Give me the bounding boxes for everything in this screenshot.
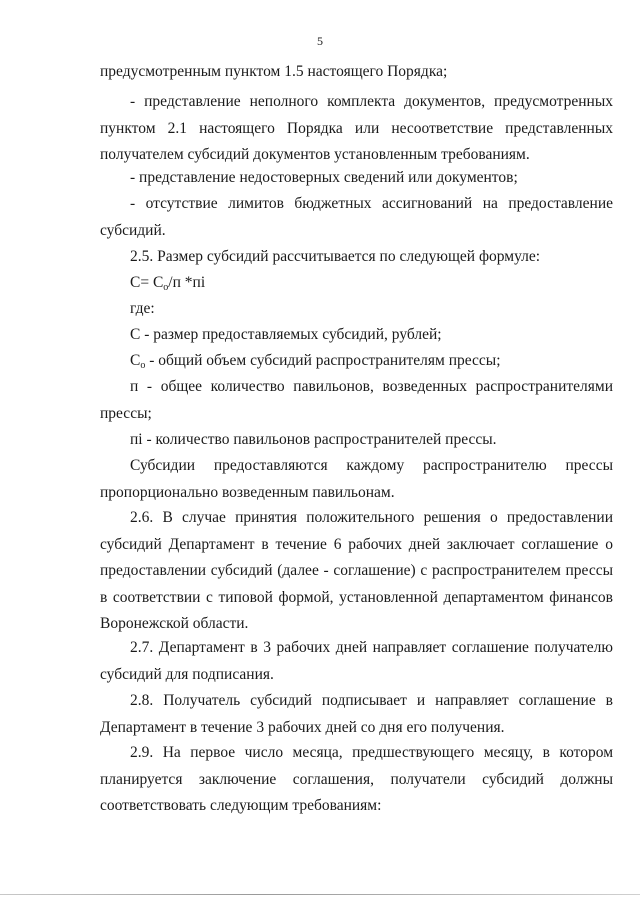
paragraph-8-subscript: о [140,360,146,371]
paragraph-14: 2.8. Получатель субсидий подписывает и направляет соглашение в Департамент в течение 3 рабочих дней со дня его получения. [100,692,613,736]
page-number: 5 [317,34,323,48]
paragraph-11: Субсидии предоставляются каждому распространителю прессы пропорционально возведенным павильонам. [100,457,613,501]
scan-edge-line [0,894,640,895]
paragraph-9: п - общее количество павильонов, возведенных распространителями прессы; [100,378,613,422]
paragraph-10: пi - количество павильонов распространителей прессы. [130,431,497,448]
formula [100,270,613,297]
formula-rhs: /п *пi [168,274,206,291]
paragraph-2: - представление неполного комплекта документов, предусмотренных пунктом 2.1 настоящего Порядка или несоответствие представленных получателем субсидий документов установленным требованиям. [100,93,613,163]
paragraph-4: - отсутствие лимитов бюджетных ассигнований на предоставление субсидий. [100,195,613,239]
formula-lhs: С= С [130,274,164,291]
paragraph-15: 2.9. На первое число месяца, предшествующего месяцу, в котором планируется заключение соглашения, получатели субсидий должны соответствовать следующим требованиям: [100,744,613,814]
paragraph-7: С - размер предоставляемых субсидий, рублей; [130,326,442,343]
paragraph-8-pre: С [130,352,141,369]
paragraph-13: 2.7. Департамент в 3 рабочих дней направляет соглашение получателю субсидий для подписания. [100,639,613,683]
formula-subscript: о [163,282,169,293]
paragraph-3: - представление недостоверных сведений или документов; [130,169,518,186]
paragraph-8-post: - общий объем субсидий распространителям прессы; [145,352,501,369]
paragraph-5: 2.5. Размер субсидий рассчитывается по следующей формуле: [130,248,541,265]
paragraph-8 [100,348,613,375]
paragraph-12: 2.6. В случае принятия положительного решения о предоставлении субсидий Департамент в течение 6 рабочих дней заключает соглашение о предоставлении субсидий (далее - соглашение) с распространителем прессы в соответствии с типовой формой, установленной департаментом финансов Воронежской области. [100,509,613,632]
paragraph-where: где: [130,300,155,317]
paragraph-1: предусмотренным пунктом 1.5 настоящего Порядка; [100,63,448,80]
